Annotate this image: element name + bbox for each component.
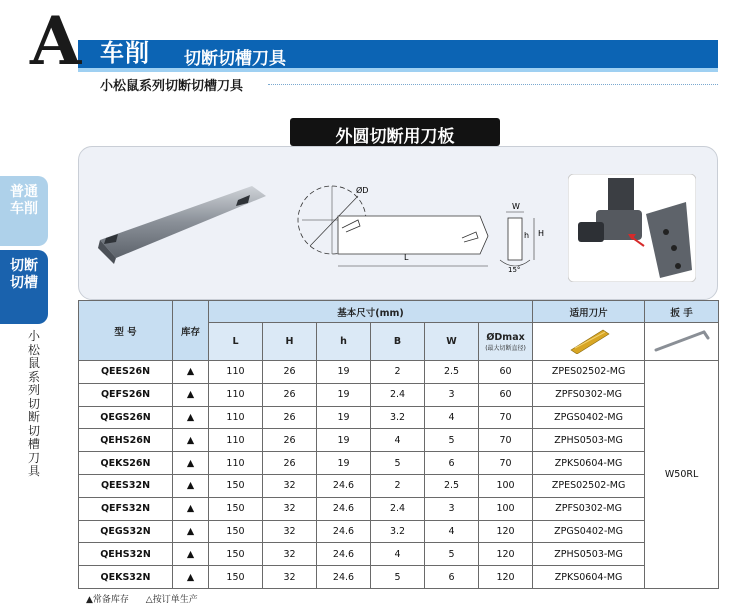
cell-w: 6: [425, 452, 479, 475]
tab-cutoff-grooving-label: 切断切槽: [10, 258, 38, 291]
cell-model: QEES32N: [79, 474, 173, 497]
section-letter: A: [30, 2, 82, 80]
cell-d: 120: [479, 566, 533, 589]
cell-h: 26: [263, 452, 317, 475]
cell-insert: ZPES02502-MG: [533, 361, 645, 384]
cell-stock: ▲: [173, 361, 209, 384]
cell-w: 2.5: [425, 361, 479, 384]
cell-h: 32: [263, 520, 317, 543]
cell-w: 2.5: [425, 474, 479, 497]
col-header-model: 型 号: [79, 301, 173, 361]
cell-h: 24.6: [317, 474, 371, 497]
cell-insert: ZPHS0503-MG: [533, 543, 645, 566]
application-photo: [568, 174, 696, 282]
cell-model: QEGS26N: [79, 406, 173, 429]
cell-w: 5: [425, 543, 479, 566]
cell-l: 110: [209, 361, 263, 384]
cell-insert: ZPFS0302-MG: [533, 497, 645, 520]
col-header-stock: 库存: [173, 301, 209, 361]
wrench-image-cell: [645, 323, 719, 361]
cell-d: 100: [479, 474, 533, 497]
blade-photo: [92, 178, 272, 268]
insert-icon: [567, 326, 611, 354]
cell-d: 100: [479, 497, 533, 520]
cell-d: 70: [479, 429, 533, 452]
cell-model: QEFS32N: [79, 497, 173, 520]
cell-insert: ZPFS0302-MG: [533, 383, 645, 406]
stock-legend: ▲常备库存: [86, 595, 129, 605]
angle-label: 15°: [508, 266, 521, 274]
header-banner: [78, 40, 718, 68]
cell-l: 110: [209, 406, 263, 429]
cell-d: 60: [479, 361, 533, 384]
cell-stock: ▲: [173, 520, 209, 543]
cell-w: 6: [425, 566, 479, 589]
table-row: [79, 520, 719, 543]
cell-insert: ZPGS0402-MG: [533, 406, 645, 429]
col-header-b: B: [371, 323, 425, 361]
cell-model: QEHS26N: [79, 429, 173, 452]
wrench-icon: [652, 326, 712, 354]
cell-d: 70: [479, 452, 533, 475]
section-subtitle: 切断切槽刀具: [184, 49, 286, 69]
col-header-dmax: [479, 323, 533, 361]
cell-l: 150: [209, 497, 263, 520]
cell-d: 60: [479, 383, 533, 406]
cell-stock: ▲: [173, 383, 209, 406]
h-big-label: H: [538, 229, 545, 238]
cell-stock: ▲: [173, 497, 209, 520]
blade-dimension-diagram: [296, 176, 556, 276]
cell-h: 19: [317, 383, 371, 406]
w-label: W: [512, 202, 520, 211]
table-row: [79, 406, 719, 429]
cell-b: 2: [371, 474, 425, 497]
cell-b: 5: [371, 566, 425, 589]
col-header-wrench: 扳 手: [645, 301, 719, 323]
table-row: [79, 429, 719, 452]
sub-heading: 小松鼠系列切断切槽刀具: [100, 79, 244, 94]
cell-model: QEKS26N: [79, 452, 173, 475]
cell-b: 2.4: [371, 383, 425, 406]
cell-w: 5: [425, 429, 479, 452]
cell-w: 4: [425, 406, 479, 429]
cell-b: 2: [371, 361, 425, 384]
side-series-label: 小松鼠系列切断切槽刀具: [27, 329, 40, 478]
cell-l: 110: [209, 429, 263, 452]
cell-l: 150: [209, 543, 263, 566]
cell-h: 19: [317, 406, 371, 429]
order-legend: △按订单生产: [145, 595, 198, 605]
cell-model: QEHS32N: [79, 543, 173, 566]
cell-h: 24.6: [317, 520, 371, 543]
cell-d: 120: [479, 520, 533, 543]
cell-model: QEKS32N: [79, 566, 173, 589]
dmax-note: (最大切断直径): [485, 344, 526, 352]
cell-h: 32: [263, 566, 317, 589]
cell-h: 19: [317, 361, 371, 384]
cell-stock: ▲: [173, 452, 209, 475]
cell-w: 4: [425, 520, 479, 543]
table-row: [79, 383, 719, 406]
dotted-divider: [268, 84, 718, 85]
cell-model: QEGS32N: [79, 520, 173, 543]
cell-wrench: W50RL: [645, 361, 719, 589]
cell-l: 150: [209, 474, 263, 497]
cell-h: 24.6: [317, 543, 371, 566]
table-row: [79, 566, 719, 589]
cell-h: 24.6: [317, 566, 371, 589]
cell-b: 3.2: [371, 406, 425, 429]
cell-insert: ZPGS0402-MG: [533, 520, 645, 543]
cell-b: 2.4: [371, 497, 425, 520]
cell-h: 32: [263, 497, 317, 520]
insert-image-cell: [533, 323, 645, 361]
product-title: 外圆切断用刀板: [335, 127, 455, 147]
dmax-label: ØDmax: [486, 331, 525, 343]
h-small-label: h: [524, 231, 530, 240]
cell-l: 150: [209, 566, 263, 589]
cell-h: 24.6: [317, 497, 371, 520]
col-header-h: h: [317, 323, 371, 361]
od-label: ØD: [356, 186, 369, 195]
cell-l: 110: [209, 383, 263, 406]
cell-b: 3.2: [371, 520, 425, 543]
cell-model: QEES26N: [79, 361, 173, 384]
spec-table: [78, 300, 719, 589]
cell-h: 26: [263, 361, 317, 384]
cell-b: 4: [371, 543, 425, 566]
col-header-l: L: [209, 323, 263, 361]
cell-w: 3: [425, 497, 479, 520]
cell-b: 4: [371, 429, 425, 452]
cell-b: 5: [371, 452, 425, 475]
cell-stock: ▲: [173, 474, 209, 497]
cell-h: 26: [263, 383, 317, 406]
cell-l: 110: [209, 452, 263, 475]
cell-h: 19: [317, 429, 371, 452]
table-row: [79, 452, 719, 475]
col-header-H: H: [263, 323, 317, 361]
cell-insert: ZPKS0604-MG: [533, 452, 645, 475]
tab-general-turning[interactable]: [0, 176, 48, 246]
table-row: [79, 361, 719, 384]
header-banner-underline: [78, 68, 718, 72]
cell-h: 26: [263, 429, 317, 452]
tab-general-turning-label: 普通车削: [10, 184, 38, 217]
cell-model: QEFS26N: [79, 383, 173, 406]
col-header-w: W: [425, 323, 479, 361]
cell-stock: ▲: [173, 429, 209, 452]
cell-stock: ▲: [173, 543, 209, 566]
cell-stock: ▲: [173, 566, 209, 589]
cell-insert: ZPES02502-MG: [533, 474, 645, 497]
col-header-dimensions: 基本尺寸(mm): [209, 301, 533, 323]
table-row: [79, 543, 719, 566]
cell-d: 70: [479, 406, 533, 429]
cell-h: 32: [263, 543, 317, 566]
cell-l: 150: [209, 520, 263, 543]
cell-d: 120: [479, 543, 533, 566]
cell-stock: ▲: [173, 406, 209, 429]
cell-h: 32: [263, 474, 317, 497]
footer-legend: [86, 592, 212, 605]
cell-h: 19: [317, 452, 371, 475]
tab-cutoff-grooving[interactable]: [0, 250, 48, 324]
cell-insert: ZPKS0604-MG: [533, 566, 645, 589]
table-row: [79, 474, 719, 497]
l-label: L: [404, 253, 409, 262]
section-title: 车削: [100, 39, 150, 67]
col-header-insert: 适用刀片: [533, 301, 645, 323]
table-row: [79, 497, 719, 520]
cell-w: 3: [425, 383, 479, 406]
cell-insert: ZPHS0503-MG: [533, 429, 645, 452]
cell-h: 26: [263, 406, 317, 429]
